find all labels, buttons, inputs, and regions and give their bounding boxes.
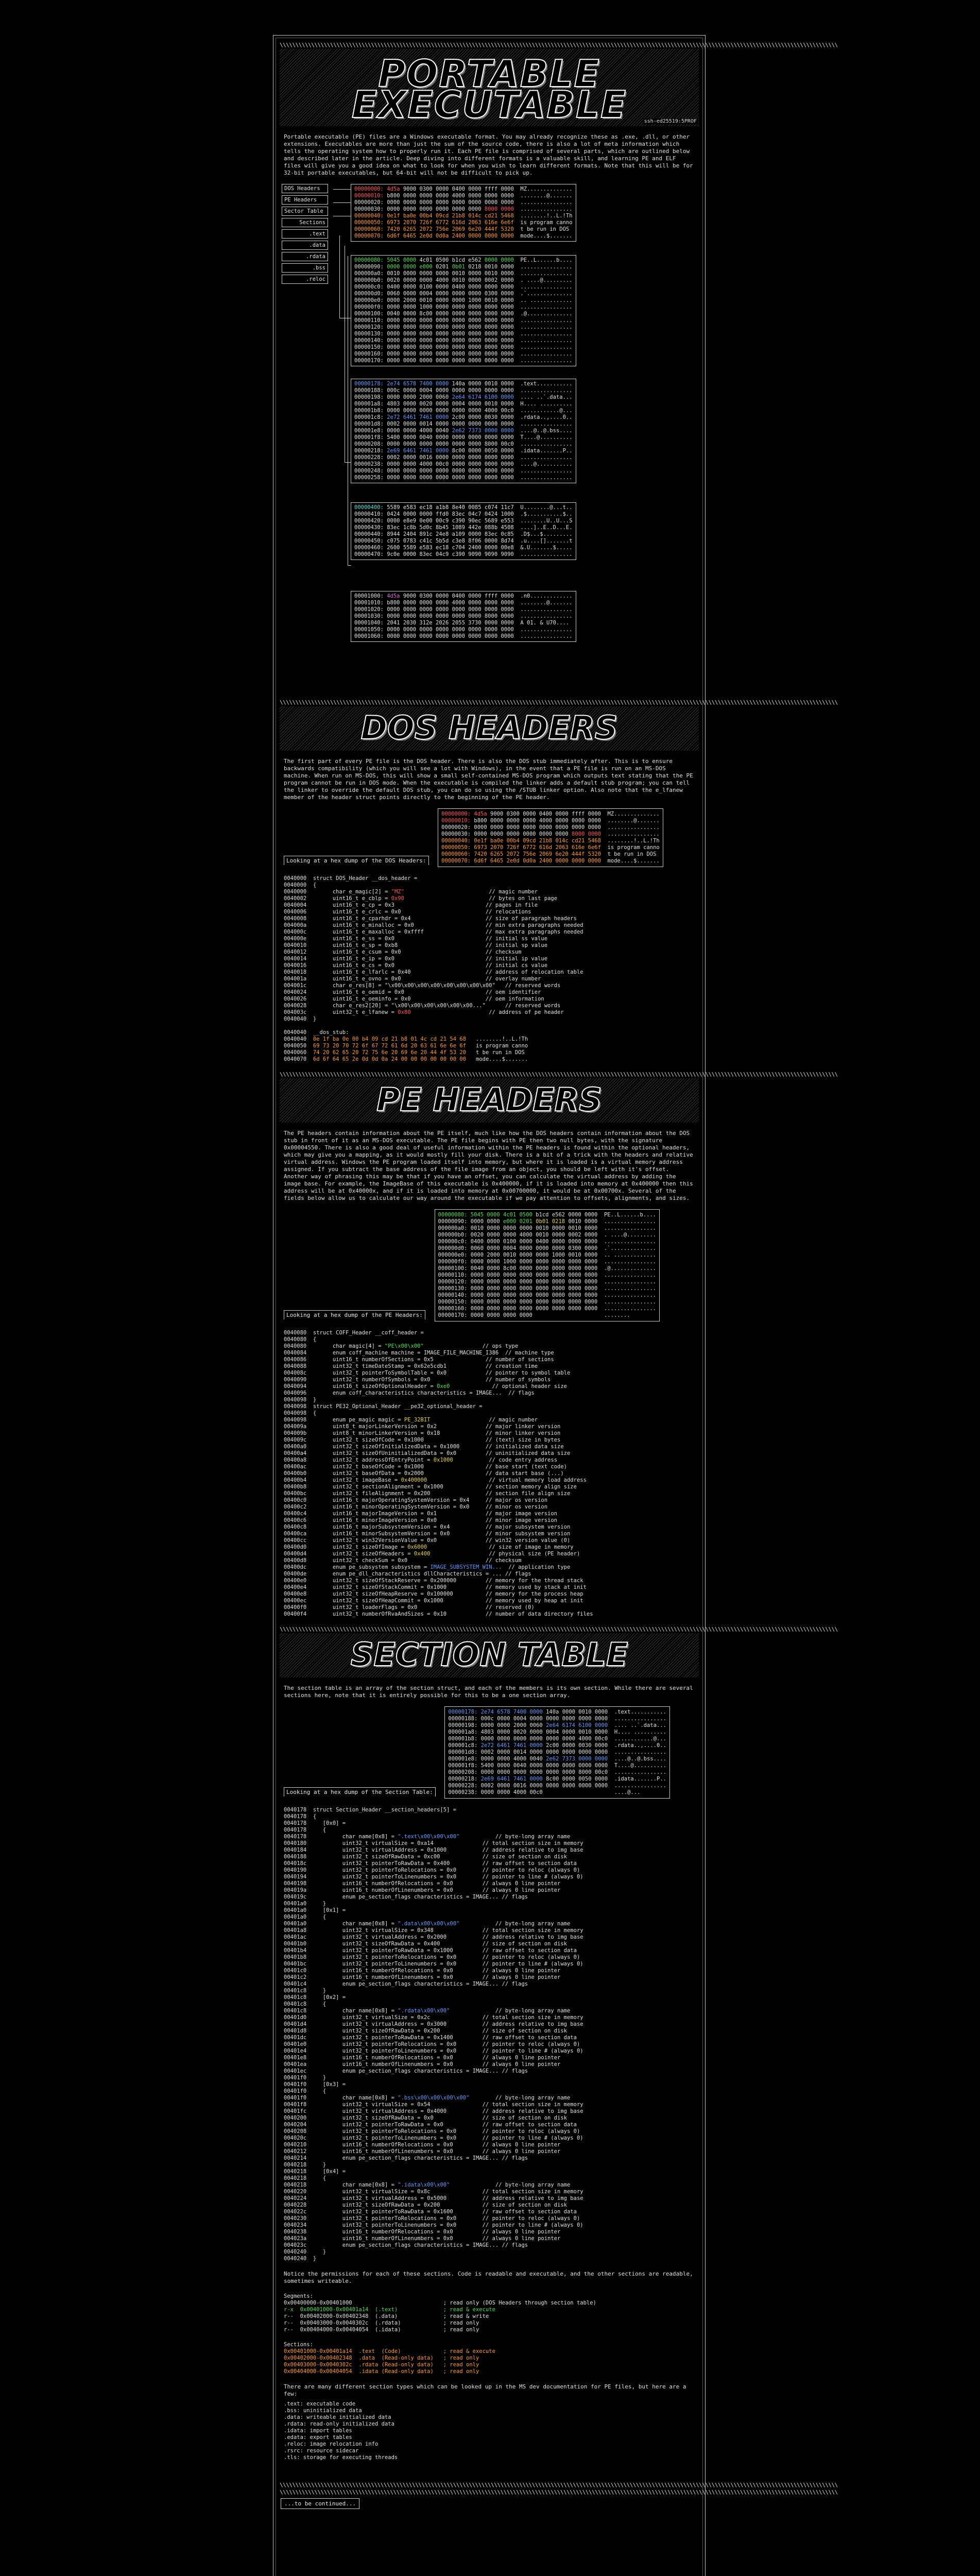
extra-item: .text: executable code	[284, 2401, 356, 2407]
title-line-2: EXECUTABLE	[351, 83, 627, 126]
dos-hex-dump: 00000000: 4d5a 9000 0300 0000 0400 0000 ffff 0000 MZ.............. 00000010: b800 0000 0000 0000 4000 0000 0000 0000 ........@....... 00000020: 0000 0000 0000 0000 0000 0000 0000 0000 ................ 00000030: 0000 0000 0000 0000 0000 0000 8000 0000 ................ 00000040: 0e1f ba0e 00b4 09cd 21b8 014c cd21 5468 ........!..L.!Th 00000050: 6973 2070 726f 6772 616d 2063 616e 6e6f is program canno 00000060: 7420 6265 2072 756e 2069 6e20 444f 5320 t be run in DOS 00000070: 6d6f 6465 2e0d 0d0a 2400 0000 0000 0000 mode....$.......	[441, 811, 660, 864]
section-line: 0x00404000-0x00404054 .idata (Read-only data) ; read only	[284, 2368, 479, 2375]
segments-block	[284, 2293, 695, 2333]
segment-line: 0x00400000-0x00401000 ; read only (DOS Headers through section table)	[284, 2300, 596, 2306]
top-hatch: \\\\\\\\\\\\\\\\\\\\\\\\\\\\\\\\\\\\\\\\\\\\\\\\\\\\\\\\\\\\\\\\\\\\\\\\\\\\\\\\\\\\\\\\\\\\\\\\\\\\\\\\\\\\\\\\\\\\\\\\\\\\\\\\\\\\\\\\\\\\\\\\\\\\\\\\\\\\\\\\\\\\\\\\\\\\\\\\\	[280, 42, 838, 48]
hex-dump-headers: 00000000: 4d5a 9000 0300 0000 0400 0000 ffff 0000 MZ.............. 00000010: b800 0000 0000 0000 4000 0000 0000 0000 ........@....... 00000020: 0000 0000 0000 0000 0000 0000 0000 0000 ................ 00000030: 0000 0000 0000 0000 0000 0000 8000 0000 ................ 00000040: 0e1f ba0e 00b4 09cd 21b8 014c cd21 5468 ........!..L.!Th 00000050: 6973 2070 726f 6772 616d 2063 616e 6e6f is program canno 00000060: 7420 6265 2072 756e 2069 6e20 444f 5320 t be run in DOS 00000070: 6d6f 6465 2e0d 0d0a 2400 0000 0000 0000 mode....$.......	[354, 186, 573, 239]
file-map	[280, 184, 699, 699]
extra-item: .reloc: image relocation info	[284, 2441, 379, 2447]
title-banner	[280, 49, 699, 126]
hex-panel-pe	[351, 255, 576, 366]
extra-intro: There are many different section types which can be looked up in the MS dev documentation for PE files, but here are a few:	[284, 2383, 686, 2397]
pe-intro: The PE headers contain information about the PE itself, much like how the DOS headers contain information about the DOS stub in front of it as an MS-DOS executable. The PE file begins with PE then two null bytes, with the signature 0x00004550. There is also a good deal of useful information within the PE headers is found within the optional headers, which may give you a mapping, as it would mostly fill your disk. There is a bit of a trick with the headers and relative virtual address. Windows the PE program loaded itself into memory, but where it is loaded is a virtual memory address assigned. If you subtract the base address of the file image from an object, you should be left with it's offset. Another way of phrasing this may be that if you have an offset, you can calculate the virtual address by adding the image base. For example, the ImageBase of this executable is 0x400000, if it is loaded into memory at 0x400000 then this address will be at 0x40000x, and if it is loaded into memory at 0x00700000, it would be at 0x00700x. Several of the fields below allow us to calculate our way around the executable if we pay attention to offsets, alignments, and sizes.	[284, 1130, 693, 1201]
pe-hex-dump: 00000080: 5045 0000 4c01 0500 b1cd e562 0000 0000 PE..L......b.... 00000090: 0000 0000 e000 0201 0b01 0218 0010 0000 ................ 000000a0: 0010 0000 0000 0000 0010 0000 0010 0000 ................ 000000b0: 0020 0000 0000 4000 0010 0000 0002 0000 . ....@......... 000000c0: 0400 0000 0100 0000 0400 0000 0000 0000 ................ 000000d0: 0060 0000 0004 0000 0000 0000 0300 0000 .`.............. 000000e0: 0000 2000 0010 0000 0000 1000 0010 0000 .. ............. 000000f0: 0000 0000 1000 0000 0000 0000 0000 0000 ................ 00000100: 0040 0000 8c00 0000 0000 0000 0000 0000 .@.............. 00000110: 0000 0000 0000 0000 0000 0000 0000 0000 ................ 00000120: 0000 0000 0000 0000 0000 0000 0000 0000 ................ 00000130: 0000 0000 0000 0000 0000 0000 0000 0000 ................ 00000140: 0000 0000 0000 0000 0000 0000 0000 0000 ................ 00000150: 0000 0000 0000 0000 0000 0000 0000 0000 ................ 00000160: 0000 0000 0000 0000 0000 0000 0000 0000 ................ 00000170: 0000 0000 0000 0000 ........	[438, 1212, 657, 1318]
pe-struct-code: 0040080 struct COFF_Header __coff_header = 0040080 { 0040080 char magic[4] = "PE\x00\x00" // ops type 0040084 enum coff_machine machine = IMAGE_FILE_MACHINE_I386 // machine type 0040086 uint16_t numberOfSections = 0x5 // number of sections 0040088 uint32_t timeDateStamp = 0x62e5cdb1 // creation time 004008c uint32_t pointerToSymbolTable = 0x0 // pointer to symbol table 0040090 uint32_t numberOfSymbols = 0x0 // number of symbols 0040094 uint16_t sizeOfOptionalHeader = 0xe0 // optional header size 0040096 enum coff_characteristics characteristics = IMAGE... // flags 0040098 } 0040098 struct PE32_Optional_Header __pe32_optional_header = 0040098 { 0040098 enum pe_magic magic = PE_32BIT // magic number 004009a uint8_t majorLinkerVersion = 0x2 // major linker version 004009b uint8_t minorLinkerVersion = 0x18 // minor linker version 004009c uint32_t sizeOfCode = 0x1000 // (text) size in bytes 00400a0 uint32_t sizeOfInitializedData = 0x1000 // initialized data size 00400a4 uint32_t sizeOfUninitializedData = 0x0 // uninitialized data size 00400a8 uint32_t addressOfEntryPoint = 0x1000 // code entry address 00400ac uint32_t baseOfCode = 0x1000 // base start (text code) 00400b0 uint32_t baseOfData = 0x2000 // data start base (...) 00400b4 uint32_t imageBase = 0x400000 // virtual memory load address 00400b8 uint32_t sectionAlignment = 0x1000 // section memory align size 00400bc uint32_t fileAlignment = 0x200 // section file align size 00400c0 uint16_t majorOperatingSystemVersion = 0x4 // major os version 00400c2 uint16_t minorOperatingSystemVersion = 0x0 // minor os version 00400c4 uint16_t majorImageVersion = 0x1 // major image version 00400c6 uint16_t minorImageVersion = 0x0 // minor image version 00400c8 uint16_t majorSubsystemVersion = 0x4 // major subsystem version 00400ca uint16_t minorSubsystemVersion = 0x0 // minor subsystem version 00400cc uint32_t win32VersionValue = 0x0 // win32 version value (0) 00400d0 uint32_t sizeOfImage = 0x6000 // size of image in memory 00400d4 uint32_t sizeOfHeaders = 0x400 // physical size (PE header) 00400d8 uint32_t checkSum = 0x0 // checksum 00400dc enum pe_subsystem subsystem = IMAGE_SUBSYSTEM_WIN... // application type 00400de enum pe_dll_characteristics dllCharacteristics = ... // flags 00400e0 uint32_t sizeOfStackReserve = 0x200000 // memory for the thread stack 00400e4 uint32_t sizeOfStackCommit = 0x1000 // memory used by stack at init 00400e8 uint32_t sizeOfHeapReserve = 0x100000 // memory for the process heap 00400ec uint32_t sizeOfHeapCommit = 0x1000 // memory used by heap at init 00400f0 uint32_t loaderFlags = 0x0 // reserved (0) 00400f4 uint32_t numberOfRvaAndSizes = 0x10 // number of data directory files	[284, 1330, 593, 1617]
page-frame	[273, 35, 838, 2576]
section-nav	[282, 184, 333, 286]
extra-list	[284, 2401, 695, 2461]
nav-dos-headers[interactable]: DOS Headers	[282, 184, 328, 193]
title-line-1: PORTABLE	[378, 52, 600, 95]
dos-struct-code: 0040000 struct DOS_Header __dos_header = 0040000 { 0040000 char e_magic[2] = "MZ" // magic number 0040002 uint16_t e_cblp = 0x90 // bytes on last page 0040004 uint16_t e_cp = 0x3 // pages in file 0040006 uint16_t e_crlc = 0x0 // relocations 0040008 uint16_t e_cparhdr = 0x4 // size of paragraph headers 004000a uint16_t e_minalloc = 0x0 // min extra paragraphs needed 004000c uint16_t e_maxalloc = 0xffff // max extra paragraphs needed 004000e uint16_t e_ss = 0x0 // initial ss value 0040010 uint16_t e_sp = 0xb8 // initial sp value 0040012 uint16_t e_csum = 0x0 // checksum 0040014 uint16_t e_ip = 0x0 // initial ip value 0040016 uint16_t e_cs = 0x0 // initial cs value 0040018 uint16_t e_lfarlc = 0x40 // address of relocation table 004001a uint16_t e_ovno = 0x0 // overlay number 004001c char e_res[8] = "\x00\x00\x00\x00\x00\x00\x00\x00" // reserved words 0040024 uint16_t e_oemid = 0x0 // oem identifier 0040026 uint16_t e_oeminfo = 0x0 // oem information 0040028 char e_res2[20] = "\x00\x00\x00\x00\x00\x00..." // reserved words 004003c uint32_t e_lfanew = 0x80 // address of pe header 0040040 } 0040040 __dos_stub: 0040040 0e 1f ba 0e 00 b4 09 cd 21 b8 01 4c cd 21 54 68 ........!..L.!Th 0040050 69 73 20 70 72 6f 67 72 61 6d 20 63 61 6e 6e 6f is program canno 0040060 74 20 62 65 20 72 75 6e 20 69 6e 20 44 4f 53 20 t be run in DOS 0040070 6d 6f 64 65 2e 0d 0d 0a 24 00 00 00 00 00 00 00 mode....$.......	[284, 875, 583, 1062]
extra-item: .rsrc: resource sidecar	[284, 2448, 359, 2454]
nav-sections[interactable]: Sections	[282, 218, 328, 227]
extra-item: .idata: import tables	[284, 2428, 352, 2434]
dos-headers-banner	[280, 706, 699, 751]
nav-sector-table[interactable]: Sector Table	[282, 207, 328, 216]
segment-line: r-- 0x00402000-0x00402348 (.data) ; read & write	[284, 2313, 489, 2319]
nav-data[interactable]: .data	[282, 241, 328, 250]
extra-item: .data: writeable initialized data	[284, 2414, 391, 2420]
dos-struct	[284, 875, 695, 1063]
section-line: 0x00403000-0x0040302c .rdata (Read-only data) ; read only	[284, 2362, 479, 2368]
hex-dump-text: 00000400: 5589 e583 ec18 a1b8 8e40 0085 c074 11c7 U........@...t.. 00000410: 0424 0000 0000 ffd0 83ec 04c7 0424 1000 .$...........$.. 00000420: 0000 e8e9 0e00 00c9 c390 90ec 5689 e553 ........U..U...S 00000430: 83ec 1c8b 5d0c 8b45 1089 442e 088b 4508 ....]..E..D...E. 00000440: 8944 2404 891c 24e8 a109 0000 83ec 0c85 .D$...$......... 00000450: c075 0783 c41c 5b5d c3e8 8f06 0000 8d74 .u....[].......t 00000460: 2600 5589 e583 ec18 c704 2400 0000 00e8 &.U.......$..... 00000470: 9c0e 0000 83ec 04c9 c390 9090 9090 9090 ................	[354, 504, 573, 557]
bottom-hatch: \\\\\\\\\\\\\\\\\\\\\\\\\\\\\\\\\\\\\\\\\\\\\\\\\\\\\\\\\\\\\\\\\\\\\\\\\\\\\\\\\\\\\\\\\\\\\\\\\\\\\\\\\\\\\\\\\\\\\\\\\\\\\\\\\\\\\\\\\\\\\\\\\\\\\\\\\\\\\\\\\\\\\\\\\\\\\\\\\	[280, 2489, 838, 2496]
pe-hex-box	[435, 1209, 660, 1321]
nav-pe-headers[interactable]: PE Headers	[282, 195, 328, 205]
sect-struct-code: 0040178 struct Section_Header __section_headers[5] = 0040178 { 0040178 [0x0] = 0040178 { 0040178 char name[0x8] = ".text\x00\x00\x00" // byte-long array name 0040180 uint32_t virtualSize = 0xa14 // total section size in memory 0040184 uint32_t virtualAddress = 0x1000 // address relative to img base 0040188 uint32_t sizeOfRawData = 0xc00 // size of section on disk 004018c uint32_t pointerToRawData = 0x400 // raw offset to section data 0040190 uint32_t pointerToRelocations = 0x0 // pointer to reloc (always 0) 0040194 uint32_t pointerToLinenumbers = 0x0 // pointer to line # (always 0) 0040198 uint16_t numberOfRelocations = 0x0 // always 0 line pointer 004019a uint16_t numberOfLinenumbers = 0x0 // always 0 line pointer 004019c enum pe_section_flags characteristics = IMAGE... // flags 00401a0 } 00401a0 [0x1] = 00401a0 { 00401a0 char name[0x8] = ".data\x00\x00\x00" // byte-long array name 00401a8 uint32_t virtualSize = 0x348 // total section size in memory 00401ac uint32_t virtualAddress = 0x2000 // address relative to img base 00401b0 uint32_t sizeOfRawData = 0x400 // size of section on disk 00401b4 uint32_t pointerToRawData = 0x1000 // raw offset to section data 00401b8 uint32_t pointerToRelocations = 0x0 // pointer to reloc (always 0) 00401bc uint32_t pointerToLinenumbers = 0x0 // pointer to line # (always 0) 00401c0 uint16_t numberOfRelocations = 0x0 // always 0 line pointer 00401c2 uint16_t numberOfLinenumbers = 0x0 // always 0 line pointer 00401c4 enum pe_section_flags characteristics = IMAGE... // flags 00401c8 } 00401c8 [0x2] = 00401c8 { 00401c8 char name[0x8] = ".rdata\x00\x00" // byte-long array name 00401d0 uint32_t virtualSize = 0x2c // total section size in memory 00401d4 uint32_t virtualAddress = 0x3000 // address relative to img base 00401d8 uint32_t sizeOfRawData = 0x200 // size of section on disk 00401dc uint32_t pointerToRawData = 0x1400 // raw offset to section data 00401e0 uint32_t pointerToRelocations = 0x0 // pointer to reloc (always 0) 00401e4 uint32_t pointerToLinenumbers = 0x0 // pointer to line # (always 0) 00401e8 uint16_t numberOfRelocations = 0x0 // always 0 line pointer 00401ea uint16_t numberOfLinenumbers = 0x0 // always 0 line pointer 00401ec enum pe_section_flags characteristics = IMAGE... // flags 00401f0 } 00401f0 [0x3] = 00401f0 { 00401f0 char name[0x8] = ".bss\x00\x00\x00\x00" // byte-long array name 00401f8 uint32_t virtualSize = 0x54 // total section size in memory 00401fc uint32_t virtualAddress = 0x4000 // address relative to img base 0040200 uint32_t sizeOfRawData = 0x0 // size of section on disk 0040204 uint32_t pointerToRawData = 0x0 // raw offset to section data 0040208 uint32_t pointerToRelocations = 0x0 // pointer to reloc (always 0) 004020c uint32_t pointerToLinenumbers = 0x0 // pointer to line # (always 0) 0040210 uint16_t numberOfRelocations = 0x0 // always 0 line pointer 0040212 uint16_t numberOfLinenumbers = 0x0 // always 0 line pointer 0040214 enum pe_section_flags characteristics = IMAGE... // flags 0040218 } 0040218 [0x4] = 0040218 { 0040218 char name[0x8] = ".idata\x00\x00" // byte-long array name 0040220 uint32_t virtualSize = 0x8c // total section size in memory 0040224 uint32_t virtualAddress = 0x5000 // address relative to img base 0040228 uint32_t sizeOfRawData = 0x200 // size of section on disk 004022c uint32_t pointerToRawData = 0x1600 // raw offset to section data 0040230 uint32_t pointerToRelocations = 0x0 // pointer to reloc (always 0) 0040234 uint32_t pointerToLinenumbers = 0x0 // pointer to line # (always 0) 0040238 uint16_t numberOfRelocations = 0x0 // always 0 line pointer 004023a uint16_t numberOfLinenumbers = 0x0 // always 0 line pointer 004023c enum pe_section_flags characteristics = IMAGE... // flags 0040240 } 0040240 }	[284, 1807, 583, 2262]
sect-intro: The section table is an array of the section struct, and each of the members is its own section. While there are several sections here, note that it is entirely possible for this to be a one section array.	[284, 1685, 693, 1699]
nav-text[interactable]: .text	[282, 229, 328, 239]
dos-hex-box	[438, 808, 663, 867]
hex-panel-text	[351, 502, 576, 560]
sections-label: Sections:	[284, 2342, 313, 2348]
pe-headers-banner	[280, 1078, 699, 1123]
nav-reloc[interactable]: .reloc	[282, 275, 328, 284]
sect-struct	[284, 1807, 695, 2262]
hex-panel-sections	[351, 379, 576, 483]
to-be-continued-link[interactable]: ...to be continued...	[281, 2498, 359, 2509]
section-line: 0x00402000-0x00402348 .data (Read-only data) ; read only	[284, 2355, 479, 2361]
title-tag: ssh-ed25519:5PROF	[644, 118, 697, 124]
dos-hatch: \\\\\\\\\\\\\\\\\\\\\\\\\\\\\\\\\\\\\\\\\\\\\\\\\\\\\\\\\\\\\\\\\\\\\\\\\\\\\\\\\\\\\\\\\\\\\\\\\\\\\\\\\\\\\\\\\\\\\\\\\\\\\\\\\\\\\\\\\\\\\\\\\\\\\\\\\\\\\\\\\\\\\\\\\\\\\\\\\	[280, 699, 838, 706]
after-sections-paragraph: Notice the permissions for each of these sections. Code is readable and executable, and the other sections are readable, sometimes writeable.	[284, 2270, 693, 2284]
bottom-hatch: \\\\\\\\\\\\\\\\\\\\\\\\\\\\\\\\\\\\\\\\\\\\\\\\\\\\\\\\\\\\\\\\\\\\\\\\\\\\\\\\\\\\\\\\\\\\\\\\\\\\\\\\\\\\\\\\\\\\\\\\\\\\\\\\\\\\\\\\\\\\\\\\\\\\\\\\\\\\\\\\\\\\\\\\\\\\\\\\\	[280, 2482, 838, 2488]
connector-line	[333, 215, 351, 216]
sect-hatch: \\\\\\\\\\\\\\\\\\\\\\\\\\\\\\\\\\\\\\\\\\\\\\\\\\\\\\\\\\\\\\\\\\\\\\\\\\\\\\\\\\\\\\\\\\\\\\\\\\\\\\\\\\\\\\\\\\\\\\\\\\\\\\\\\\\\\\\\\\\\\\\\\\\\\\\\\\\\\\\\\\\\\\\\\\\\\\\\\	[280, 1626, 838, 1633]
sect-hex-dump: 00000178: 2e74 6578 7400 0000 140a 0000 0010 0000 .text........... 00000188: 000c 0000 0004 0000 0000 0000 0000 0000 ................ 00000198: 0000 0000 2000 0060 2e64 6174 6100 0000 .... ..`.data... 000001a8: 4803 0000 0020 0000 0004 0000 0010 0000 H.... .......... 000001b8: 0000 0000 0000 0000 0000 0000 4000 00c0 ............@... 000001c8: 2e72 6461 7461 0000 2c00 0000 0030 0000 .rdata..,....0.. 000001d8: 0002 0000 0014 0000 0000 0000 0000 0000 ................ 000001e8: 0000 0000 4000 0040 2e62 7373 0000 0000 ....@..@.bss.... 000001f8: 5400 0000 0040 0000 0000 0000 0000 0000 T....@.......... 00000208: 0000 0000 0000 0000 0000 0000 8000 00c0 ................ 00000218: 2e69 6461 7461 0000 8c00 0000 0050 0000 .idata.......P.. 00000228: 0002 0000 0016 0000 0000 0000 0000 0000 ................ 00000238: 0000 0000 4000 00c0 ....@...	[448, 1709, 666, 1795]
dos-dump-label: Looking at a hex dump of the DOS Headers:	[284, 856, 429, 865]
dos-intro: The first part of every PE file is the DOS header. There is also the DOS stub immediately after. This is to ensure backwards compatibility (which you will see a lot with Windows), in the event that a PE file is run on an MS-DOS machine. When run on MS-DOS, this will show a small self-contained MS-DOS program which outputs text stating that the PE program cannot be run in DOS mode. When the executable is compiled the linker adds a default stub program; you can tell the linker to override the default DOS stub, you can do so using the /STUB linker option. Also note that the e_lfanew member of the header struct points directly to the beginning of the PE header.	[284, 758, 693, 801]
segments-label: Segments:	[284, 2293, 313, 2299]
sect-hex-box	[444, 1706, 670, 1799]
dos-headers-title: DOS HEADERS	[360, 709, 618, 747]
nav-rdata[interactable]: .rdata	[282, 252, 328, 261]
section-table-banner	[280, 1633, 699, 1677]
pe-hatch: \\\\\\\\\\\\\\\\\\\\\\\\\\\\\\\\\\\\\\\\\\\\\\\\\\\\\\\\\\\\\\\\\\\\\\\\\\\\\\\\\\\\\\\\\\\\\\\\\\\\\\\\\\\\\\\\\\\\\\\\\\\\\\\\\\\\\\\\\\\\\\\\\\\\\\\\\\\\\\\\\\\\\\\\\\\\\\\\\	[280, 1071, 838, 1078]
section-table-title: SECTION TABLE	[350, 1636, 628, 1673]
extra-item: .bss: uninitialized data	[284, 2408, 362, 2414]
extra-item: .rdata: read-only initialized data	[284, 2421, 394, 2427]
hex-panel-rdata	[351, 591, 576, 642]
section-line: 0x00401000-0x00401a14 .text (Code) ; read & execute	[284, 2348, 495, 2354]
connector-line	[333, 188, 351, 190]
connector-line	[333, 201, 351, 203]
hex-dump-rdata: 00001000: 4d5a 9000 0300 0000 0400 0000 ffff 0000 .n0............. 00001010: b800 0000 0000 0000 4000 0000 0000 0000 ........@....... 00001020: 0000 0000 0000 0000 0000 0000 0000 0000 ................ 00001030: 0000 0000 0000 0000 0000 0000 8000 0000 ................ 00001040: 2041 2030 312e 2026 2055 3730 0000 0000 A 01. & U70.... 00001050: 0000 0000 0000 0000 0000 0000 0000 0000 ................ 00001060: 0000 0000 0000 0000 0000 0000 0000 0000 ................	[354, 593, 573, 639]
extra-item: .edata: export tables	[284, 2434, 352, 2441]
segment-line: r-- 0x00403000-0x0040302c (.rdata) ; read only	[284, 2320, 479, 2326]
pe-headers-title: PE HEADERS	[376, 1081, 602, 1118]
segment-line: r-x 0x00401000-0x00401a14 (.text) ; read & execute	[284, 2307, 495, 2313]
hex-dump-sections: 00000178: 2e74 6578 7400 0000 140a 0000 0010 0000 .text........... 00000188: 000c 0000 0004 0000 0000 0000 0000 0000 ................ 00000198: 0000 0000 2000 0060 2e64 6174 6100 0000 .... ..`.data... 000001a8: 4803 0000 0020 0000 0004 0000 0010 0000 H.... .......... 000001b8: 0000 0000 0000 0000 0000 0000 4000 00c0 ............@... 000001c8: 2e72 6461 7461 0000 2c00 0000 0030 0000 .rdata..,....0.. 000001d8: 0002 0000 0014 0000 0000 0000 0000 0000 ................ 000001e8: 0000 0000 4000 0040 2e62 7373 0000 0000 ....@..@.bss.... 000001f8: 5400 0000 0040 0000 0000 0000 0000 0000 T....@.......... 00000208: 0000 0000 0000 0000 0000 0000 8000 00c0 ................ 00000218: 2e69 6461 7461 0000 8c00 0000 0050 0000 .idata.......P.. 00000228: 0002 0000 0016 0000 0000 0000 0000 0000 ................ 00000238: 0000 0000 4000 00c0 0000 0000 0000 0000 ....@........... 00000248: 0000 0000 0000 0000 0000 0000 0000 0000 ................ 00000258: 0000 0000 0000 0000 0000 0000 0000 0000 ................	[354, 381, 573, 481]
segment-line: r-- 0x00404000-0x00404054 (.idata) ; read only	[284, 2327, 479, 2333]
nav-bss[interactable]: .bss	[282, 263, 328, 273]
sect-dump-label: Looking at a hex dump of the Section Table:	[284, 1787, 436, 1797]
intro-paragraph: Portable executable (PE) files are a Windows executable format. You may already recognize these as .exe, .dll, or other extensions. Executables are more than just the sum of the source code, there is also a lot of meta information which tells the operating system how to properly run it. Each PE file is comprised of several parts, which are outlined below and described later in the article. Deep diving into different formats is a valuable skill, and learning PE and ELF files will give you a good idea on what to look for when you wish to learn different formats. Note that this will be for 32-bit portable executables, but 64-bit will not be difficult to pick up.	[284, 133, 693, 176]
page-inner	[280, 42, 838, 2511]
sections-block	[284, 2342, 695, 2375]
pe-struct	[284, 1330, 695, 1618]
hex-panel-headers	[351, 184, 576, 242]
extra-item: .tls: storage for executing threads	[284, 2454, 398, 2461]
hex-dump-pe: 00000080: 5045 0000 4c01 0500 b1cd e562 0000 0000 PE..L......b.... 00000090: 0000 0000 e000 0201 0b01 0218 0010 0000 ................ 000000a0: 0010 0000 0000 0000 0010 0000 0010 0000 ................ 000000b0: 0020 0000 0000 4000 0010 0000 0002 0000 . ....@......... 000000c0: 0400 0000 0100 0000 0400 0000 0000 0000 ................ 000000d0: 0060 0000 0004 0000 0000 0000 0300 0000 .`.............. 000000e0: 0000 2000 0010 0000 0000 1000 0010 0000 .. ............. 000000f0: 0000 0000 1000 0000 0000 0000 0000 0000 ................ 00000100: 0040 0000 8c00 0000 0000 0000 0000 0000 .@.............. 00000110: 0000 0000 0000 0000 0000 0000 0000 0000 ................ 00000120: 0000 0000 0000 0000 0000 0000 0000 0000 ................ 00000130: 0000 0000 0000 0000 0000 0000 0000 0000 ................ 00000140: 0000 0000 0000 0000 0000 0000 0000 0000 ................ 00000150: 0000 0000 0000 0000 0000 0000 0000 0000 ................ 00000160: 0000 0000 0000 0000 0000 0000 0000 0000 ................ 00000170: 0000 0000 0000 0000 0000 0000 0000 0000 ................	[354, 257, 573, 364]
pe-dump-label: Looking at a hex dump of the PE Headers:	[284, 1310, 425, 1319]
